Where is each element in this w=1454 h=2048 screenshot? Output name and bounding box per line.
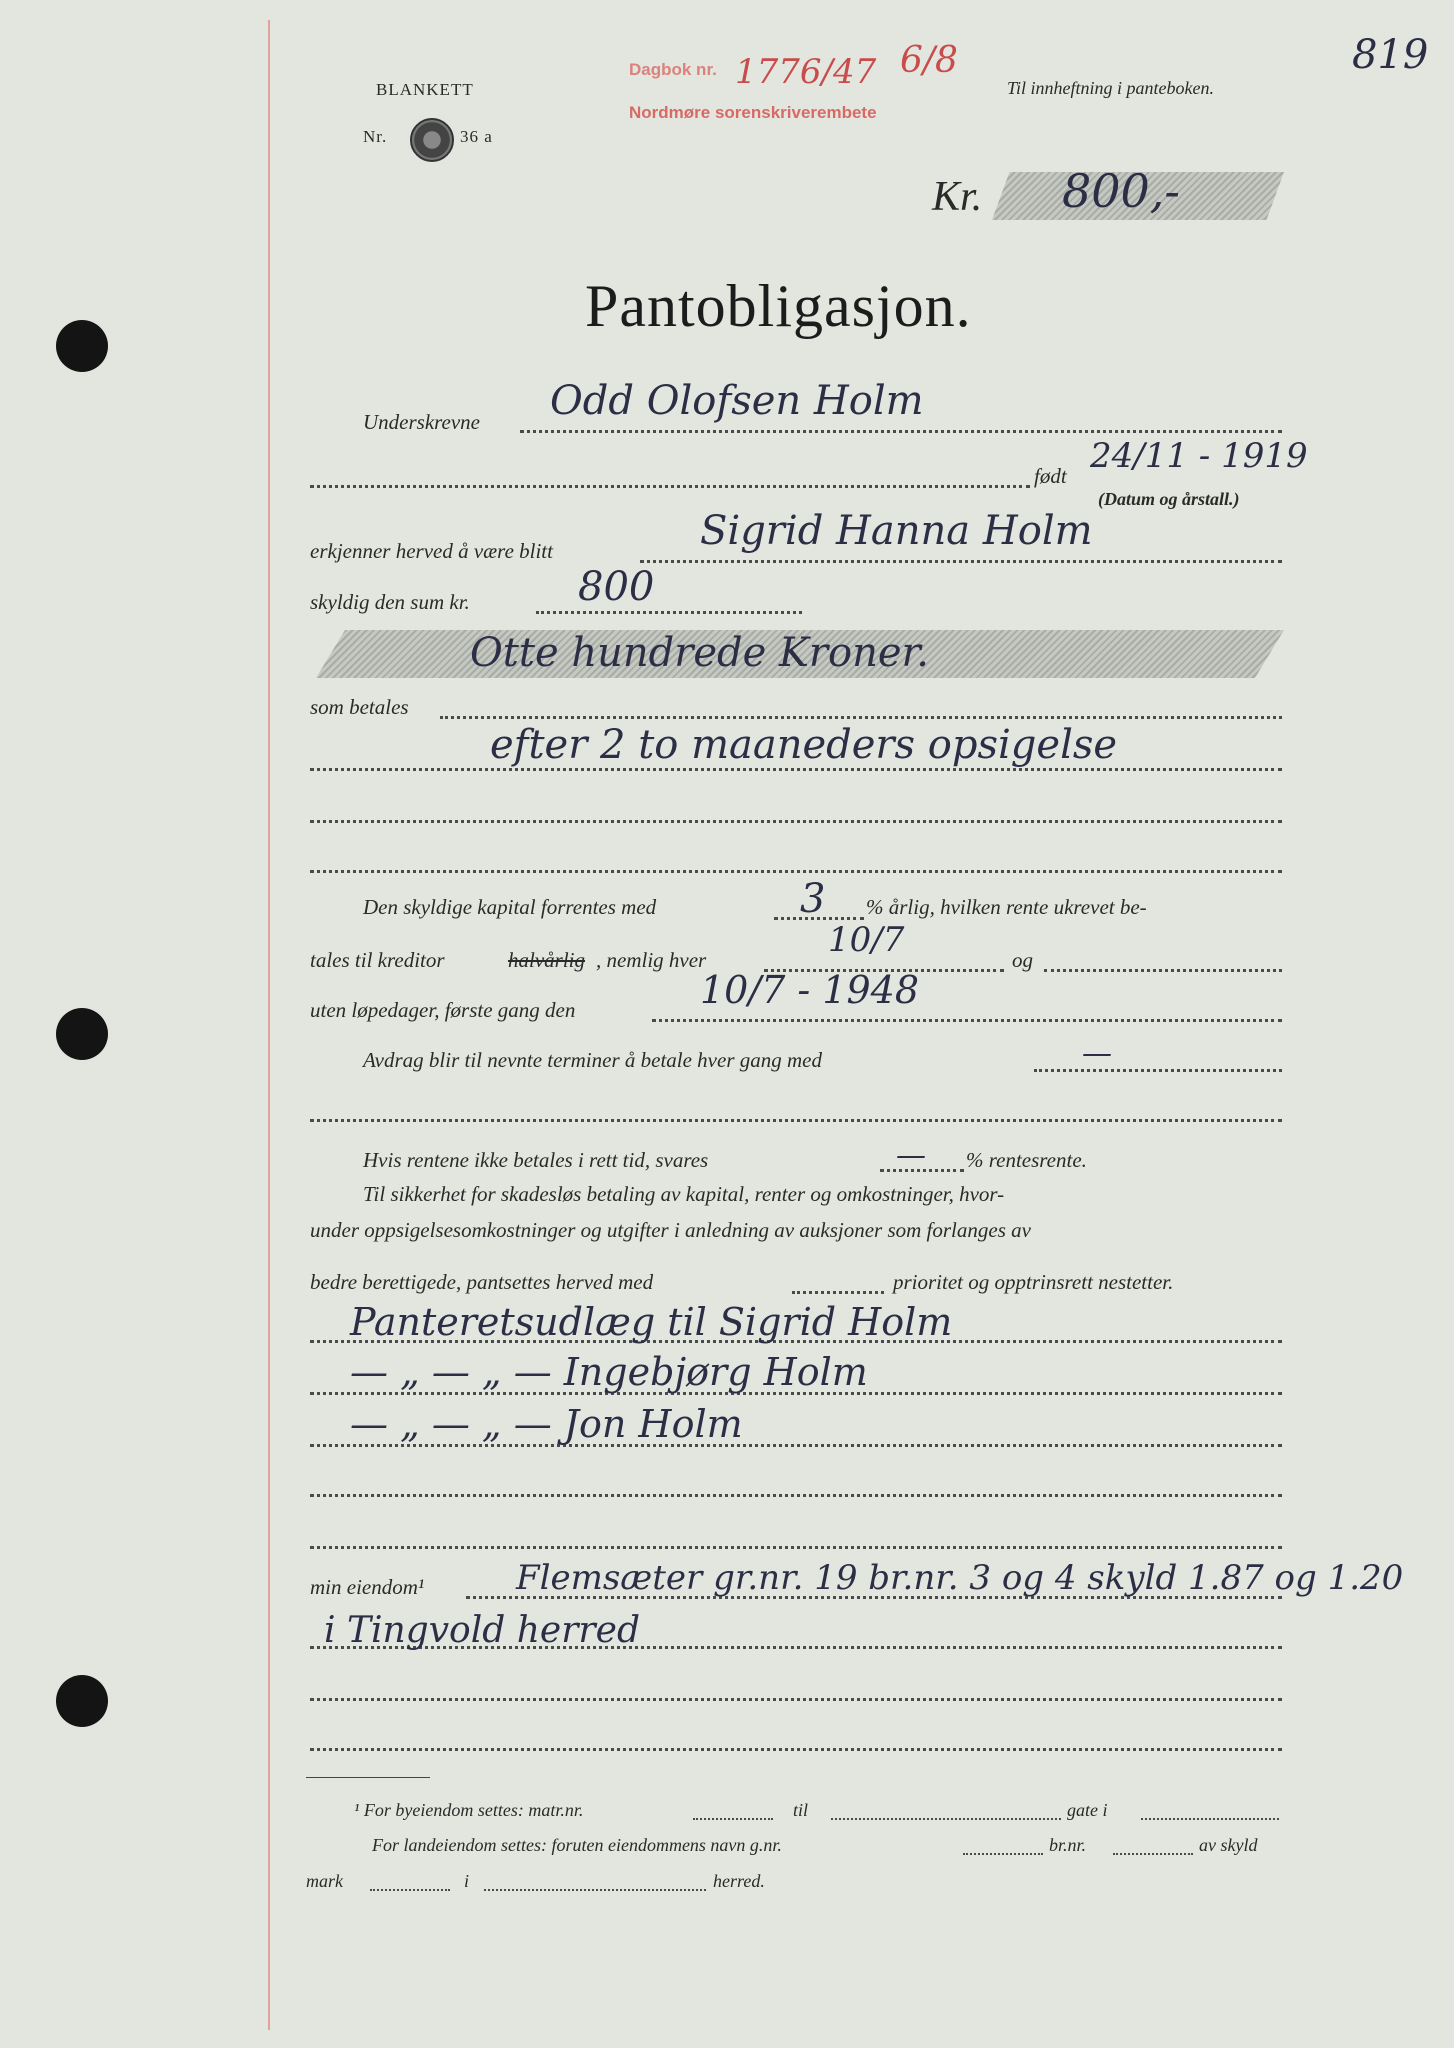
punch-hole-middle: [56, 1008, 108, 1060]
margin-line: [268, 20, 270, 2030]
eiendom-value: Flemsæter gr.nr. 19 br.nr. 3 og 4 skyld 1.87 og 1.20: [516, 1558, 1404, 1598]
datum-note: (Datum og årstall.): [1098, 489, 1240, 509]
page-number: 819: [1352, 32, 1429, 78]
som-betales-dots-2: [310, 768, 1282, 771]
pant-dots-4: [310, 1494, 1282, 1497]
skyldig-dots: [536, 611, 802, 614]
fodt-value: 24/11 - 1919: [1090, 436, 1308, 476]
footnote-2c: av skyld: [1199, 1835, 1258, 1855]
eiendom-value-2: i Tingvold herred: [324, 1610, 640, 1651]
amount-words: Otte hundrede Kroner.: [470, 630, 929, 676]
kr-label: Kr.: [932, 174, 983, 220]
nemlig-label: , nemlig hver: [596, 948, 707, 972]
erkjenner-value: Sigrid Hanna Holm: [700, 508, 1093, 554]
footnote-2a: For landeiendom settes: foruten eiendommens navn g.nr.: [372, 1835, 782, 1855]
kr-value: 800,-: [1062, 164, 1180, 218]
nemlig-value: 10/7: [828, 920, 905, 960]
footnote-dots-3: [1141, 1818, 1279, 1820]
som-betales-label: som betales: [310, 695, 409, 719]
blankett-label: BLANKETT: [376, 80, 474, 99]
footnote-dots-2: [831, 1818, 1061, 1820]
footnote-3a: mark: [306, 1871, 343, 1891]
blank-dots-1: [310, 820, 1282, 823]
footnote-dots-1: [693, 1818, 773, 1820]
eiendom-dots-3: [310, 1698, 1282, 1701]
stamp-dagbok: Dagbok nr.: [629, 60, 717, 79]
betales-label: tales til kreditor: [310, 948, 445, 972]
rate-value: 3: [800, 876, 826, 922]
punch-hole-bottom: [56, 1675, 108, 1727]
prioritet-dots: [792, 1291, 884, 1294]
nr-label: Nr.: [363, 127, 388, 146]
hvis-label: Hvis rentene ikke betales i rett tid, svares: [363, 1148, 709, 1172]
underskrevne-value: Odd Olofsen Holm: [550, 378, 924, 424]
footnote-1c: gate i: [1067, 1800, 1108, 1820]
stamp-office: Nordmøre sorenskriverembete: [629, 103, 877, 122]
footnote-2b: br.nr.: [1049, 1835, 1087, 1855]
eiendom-dots-4: [310, 1748, 1282, 1751]
footnote-1b: til: [793, 1800, 809, 1820]
avdrag-value: —: [1082, 1036, 1112, 1071]
som-betales-dots-1: [440, 716, 1282, 719]
document-title: Pantobligasjon.: [585, 273, 972, 339]
kapital-rest: % årlig, hvilken rente ukrevet be-: [866, 895, 1147, 919]
pant-dots-5: [310, 1546, 1282, 1549]
blank-dots-2: [310, 870, 1282, 873]
sikkerhet-line-1: Til sikkerhet for skadesløs betaling av kapital, renter og omkostninger, hvor-: [363, 1182, 1005, 1206]
nr-value: 36 a: [460, 127, 493, 146]
footnote-dots-5: [1113, 1853, 1193, 1855]
eiendom-label: min eiendom¹: [310, 1575, 425, 1599]
footnote-dots-4: [963, 1853, 1043, 1855]
lopedager-dots: [652, 1019, 1282, 1022]
skyldig-value: 800: [578, 564, 655, 610]
og-label: og: [1012, 948, 1033, 972]
sikkerhet-line-3a: bedre berettigede, pantsettes herved med: [310, 1270, 654, 1294]
punch-hole-top: [56, 320, 108, 372]
og-dots: [1044, 969, 1282, 972]
footnote-dots-7: [484, 1889, 706, 1891]
sikkerhet-line-3b: prioritet og opptrinsrett nestetter.: [893, 1270, 1174, 1294]
pant-line-1: Panteretsudlæg til Sigrid Holm: [350, 1300, 953, 1344]
pant-line-2: — „ — „ — Ingebjørg Holm: [350, 1350, 868, 1394]
stamp-number: 1776/47: [735, 52, 877, 92]
footnote-3b: i: [464, 1871, 470, 1891]
avdrag-label: Avdrag blir til nevnte terminer å betale hver gang med: [363, 1048, 822, 1072]
hvis-rest: % rentesrente.: [966, 1148, 1087, 1172]
underskrevne-label: Underskrevne: [363, 410, 481, 434]
pant-line-3: — „ — „ — Jon Holm: [350, 1402, 743, 1446]
footnote-rule: [306, 1777, 430, 1778]
fodt-label: født: [1034, 464, 1067, 488]
underskrevne-dots: [520, 430, 1282, 433]
lopedager-label: uten løpedager, første gang den: [310, 998, 576, 1022]
fodt-dots: [310, 485, 1030, 488]
innheftning-text: Til innheftning i panteboken.: [1007, 78, 1214, 98]
avdrag-dots-2: [310, 1119, 1282, 1122]
som-betales-value: efter 2 to maaneders opsigelse: [490, 722, 1118, 768]
lopedager-value: 10/7 - 1948: [700, 968, 920, 1012]
erkjenner-label: erkjenner herved å være blitt: [310, 539, 553, 563]
footnote-3c: herred.: [713, 1871, 765, 1891]
kapital-label: Den skyldige kapital forrentes med: [363, 895, 657, 919]
stamp-date: 6/8: [900, 40, 958, 81]
avdrag-dots: [1034, 1069, 1282, 1072]
seal-icon: [410, 118, 454, 162]
erkjenner-dots: [640, 560, 1282, 563]
footnote-dots-6: [370, 1889, 450, 1891]
footnote-1a: ¹ For byeiendom settes: matr.nr.: [354, 1800, 584, 1820]
skyldig-label: skyldig den sum kr.: [310, 590, 470, 614]
hvis-value: —: [896, 1138, 926, 1173]
halvarlig-struck: halvårlig: [508, 948, 585, 972]
sikkerhet-line-2: under oppsigelsesomkostninger og utgifter i anledning av auksjoner som forlanges av: [310, 1218, 1031, 1242]
